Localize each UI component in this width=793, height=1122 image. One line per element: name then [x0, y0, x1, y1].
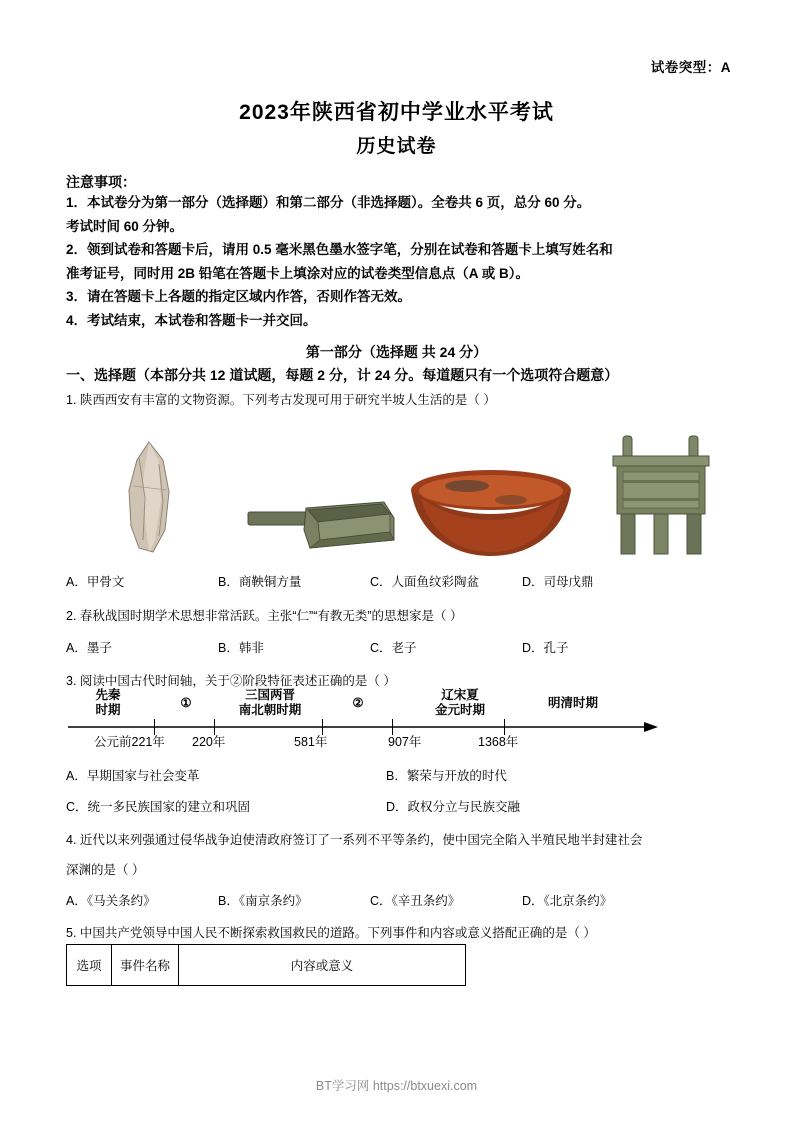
timeline-segment-line2: 金元时期	[434, 703, 485, 717]
timeline-segment	[412, 688, 508, 718]
option-a: A．墨子	[66, 641, 112, 655]
timeline-axis	[66, 726, 746, 728]
timeline-segment-line1: 三国两晋	[244, 688, 295, 702]
option-c: C．统一多民族国家的建立和巩固	[66, 800, 251, 814]
notice-item: 4．考试结束，本试卷和答题卡一并交回。	[66, 312, 317, 328]
table-row	[67, 945, 466, 986]
footer-watermark: BT学习网 https://btxuexi.com	[315, 1079, 478, 1093]
figure-bronze-measure	[236, 425, 406, 560]
timeline-segment-line2: 时期	[95, 703, 121, 717]
table-header-meaning: 内容或意义	[179, 945, 466, 986]
timeline-year: 公元前221年	[94, 735, 165, 749]
question-4-stem-line2: 深渊的是（ ）	[66, 863, 145, 877]
timeline-segment-line1: ②	[352, 696, 364, 710]
timeline-segment-line1: 明清时期	[547, 696, 598, 710]
question-3-timeline	[66, 688, 746, 756]
timeline-segment	[338, 696, 378, 711]
option-d: D．《北京条约》	[522, 894, 613, 908]
exam-type-label: 试卷突型：A	[650, 60, 731, 75]
option-a: A．甲骨文	[66, 575, 125, 589]
timeline-segment	[72, 688, 144, 718]
timeline-year: 1368年	[478, 735, 519, 749]
question-3-stem: 3. 阅读中国古代时间轴，关于②阶段特征表述正确的是（ ）	[66, 674, 396, 688]
question-2-stem: 2. 春秋战国时期学术思想非常活跃。主张“仁”“有教无类”的思想家是（ ）	[66, 609, 463, 623]
option-b: B．韩非	[218, 641, 264, 655]
option-a: A．早期国家与社会变革	[66, 769, 200, 783]
page-title: 2023年陕西省初中学业水平考试	[239, 101, 554, 124]
figure-painted-basin	[406, 425, 576, 560]
notice-item: 2．领到试卷和答题卡后，请用 0.5 毫米黑色墨水签字笔，分别在试卷和答题卡上填写姓名和	[66, 242, 613, 257]
bronze-measure-icon	[246, 482, 396, 560]
timeline-segment-labels	[66, 688, 746, 722]
timeline-segment-line1: 先秦	[95, 688, 121, 702]
question-3-options-row2	[66, 797, 746, 815]
notice-list	[66, 191, 731, 332]
timeline-segment-line2: 南北朝时期	[238, 703, 302, 717]
bronze-ding-vessel-icon	[601, 430, 721, 560]
timeline-year-labels	[66, 732, 746, 752]
figure-bronze-ding	[576, 425, 746, 560]
question-5-stem: 5. 中国共产党领导中国人民不断探索救国救民的道路。下列事件和内容或意义搭配正确的是（ ）	[66, 926, 596, 940]
question-4-stem-line1: 4. 近代以来列强通过侵华战争迫使清政府签订了一系列不平等条约，使中国完全陷入半殖民地半封建社会	[66, 833, 643, 847]
option-b: B．繁荣与开放的时代	[386, 769, 507, 783]
question-1-figures	[66, 425, 746, 560]
option-c: C．《辛丑条约》	[370, 894, 461, 908]
notice-item: 3．请在答题卡上各题的指定区域内作答，否则作答无效。	[66, 289, 412, 304]
question-4-options	[66, 891, 746, 909]
option-d: D．孔子	[522, 641, 569, 655]
page-subtitle: 历史试卷	[356, 136, 437, 157]
question-1-stem: 1. 陕西西安有丰富的文物资源。下列考古发现可用于研究半坡人生活的是（ ）	[66, 393, 496, 407]
table-header-event: 事件名称	[112, 945, 179, 986]
option-b: B．商鞅铜方量	[218, 575, 302, 589]
notice-item: 准考证号，同时用 2B 铅笔在答题卡上填涂对应的试卷类型信息点（A 或 B）。	[66, 265, 530, 281]
painted-pottery-basin-icon	[407, 460, 575, 560]
option-d: D．政权分立与民族交融	[386, 800, 521, 814]
question-5-table	[66, 944, 466, 986]
timeline-segment	[518, 696, 628, 711]
question-2-options	[66, 638, 746, 656]
timeline-segment	[220, 688, 320, 718]
notice-heading: 注意事项：	[66, 174, 136, 190]
option-b: B．《南京条约》	[218, 894, 308, 908]
timeline-year: 220年	[192, 735, 226, 749]
option-c: C．老子	[370, 641, 417, 655]
option-a: A．《马关条约》	[66, 894, 156, 908]
notice-item: 1．本试卷分为第一部分（选择题）和第二部分（非选择题）。全卷共 6 页，总分 60 分。	[66, 195, 591, 210]
option-d: D．司母戊鼎	[522, 575, 594, 589]
question-1-options	[66, 572, 746, 590]
timeline-segment-line1: ①	[180, 696, 192, 710]
oracle-bone-icon	[119, 440, 183, 560]
notice-item: 考试时间 60 分钟。	[66, 218, 184, 234]
part-one-heading: 第一部分（选择题 共 24 分）	[305, 344, 488, 360]
section-heading: 一、选择题（本部分共 12 道试题，每题 2 分，计 24 分。每道题只有一个选项符合题意）	[66, 367, 619, 383]
question-3-options-row1	[66, 766, 746, 784]
figure-oracle-bone	[66, 425, 236, 560]
timeline-segment	[166, 696, 206, 711]
option-c: C．人面鱼纹彩陶盆	[370, 575, 480, 589]
timeline-segment-line1: 辽宋夏	[441, 688, 479, 702]
timeline-year: 581年	[294, 735, 328, 749]
table-header-option: 选项	[67, 945, 112, 986]
timeline-year: 907年	[388, 735, 422, 749]
